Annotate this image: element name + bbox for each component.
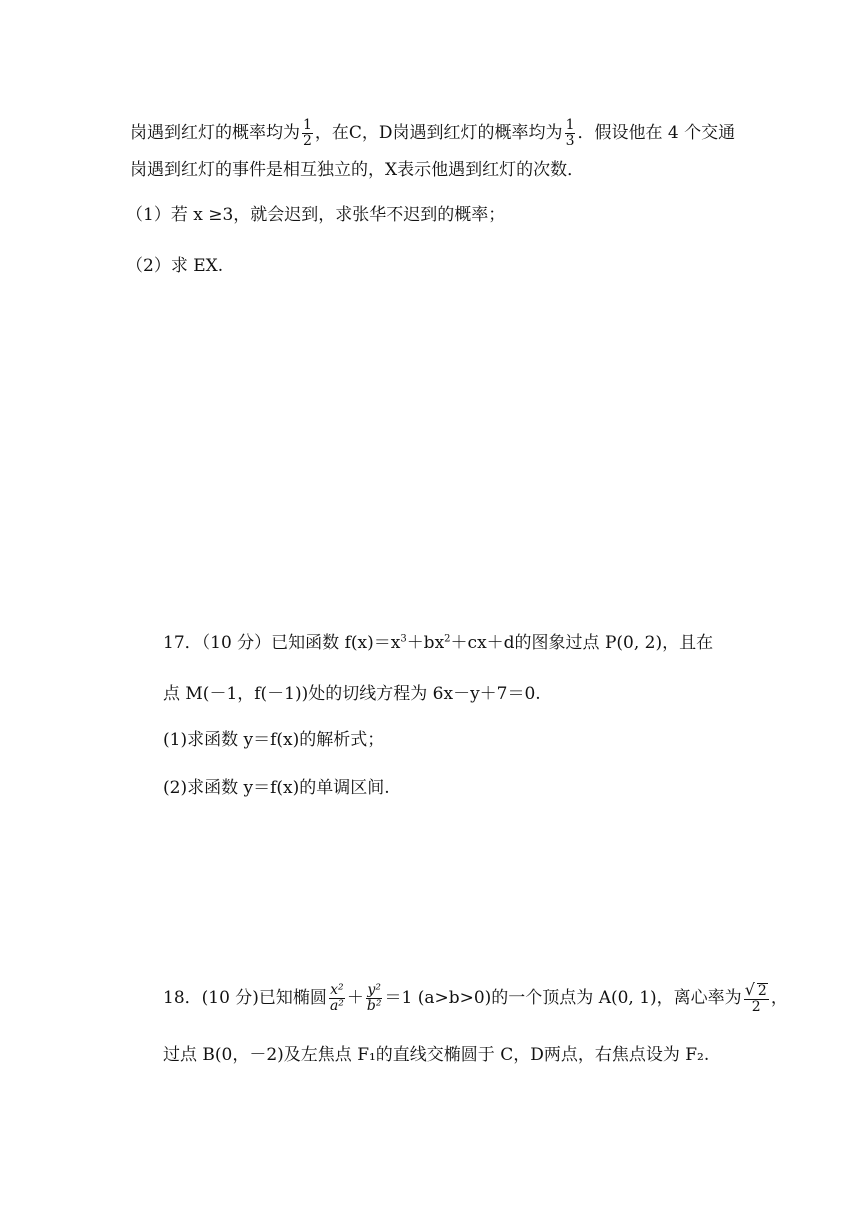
q17-subquestion-1: (1)求函数 y＝f(x)的解析式； <box>163 730 385 750</box>
q18-line2: 过点 B(0，－2)及左焦点 F₁的直线交椭圆于 C，D两点，右焦点设为 F₂. <box>163 1045 710 1065</box>
fraction-x2-over-a2: $\frac{\text{x²}}{\text{a²}}$ <box>329 982 344 1014</box>
q18-heading: 18．(10 分)已知椭圆 $\frac{\text{x²}}{\text{a²}}$ ＋ $\frac{\text{y²}}{\text{b²}}$ ＝1 (a>b>0)的一个顶点为 A(0, 1)，离心率为 $\frac{√ 2}{2}$ ， <box>163 980 788 1015</box>
q16-text-a: 岗遇到红灯的概率均为 <box>130 123 300 143</box>
q16-line2: 岗遇到红灯的事件是相互独立的，X表示他遇到红灯的次数． <box>130 160 585 180</box>
q17-line2: 点 M(－1，f(－1))处的切线方程为 6x－y＋7＝0. <box>163 684 541 704</box>
q16-text-b: ，在C，D岗遇到红灯的概率均为 <box>314 123 563 143</box>
fraction-one-half: $\frac{1}{2}$ <box>303 117 312 149</box>
q17-subquestion-2: (2)求函数 y＝f(x)的单调区间. <box>163 778 390 798</box>
fraction-y2-over-b2: $\frac{\text{y²}}{\text{b²}}$ <box>366 982 382 1014</box>
fraction-eccentricity: $\frac{√ 2}{2}$ <box>744 980 767 1015</box>
q16-line1 <box>130 118 735 149</box>
q16-subquestion-1: （1）若 x ≥3，就会迟到，求张华不迟到的概率； <box>126 205 506 225</box>
sqrt-icon: √ <box>744 980 755 999</box>
fraction-one-third: $\frac{1}{3}$ <box>565 117 575 149</box>
q16-text-c: ．假设他在 4 个交通 <box>577 123 736 143</box>
q16-subquestion-2: （2）求 EX. <box>126 256 224 276</box>
q17-heading: 17．（10 分）已知函数 $f(x)=x^3+bx^2+cx+d$的图象过点 P(0, 2)，且在 <box>163 633 714 653</box>
